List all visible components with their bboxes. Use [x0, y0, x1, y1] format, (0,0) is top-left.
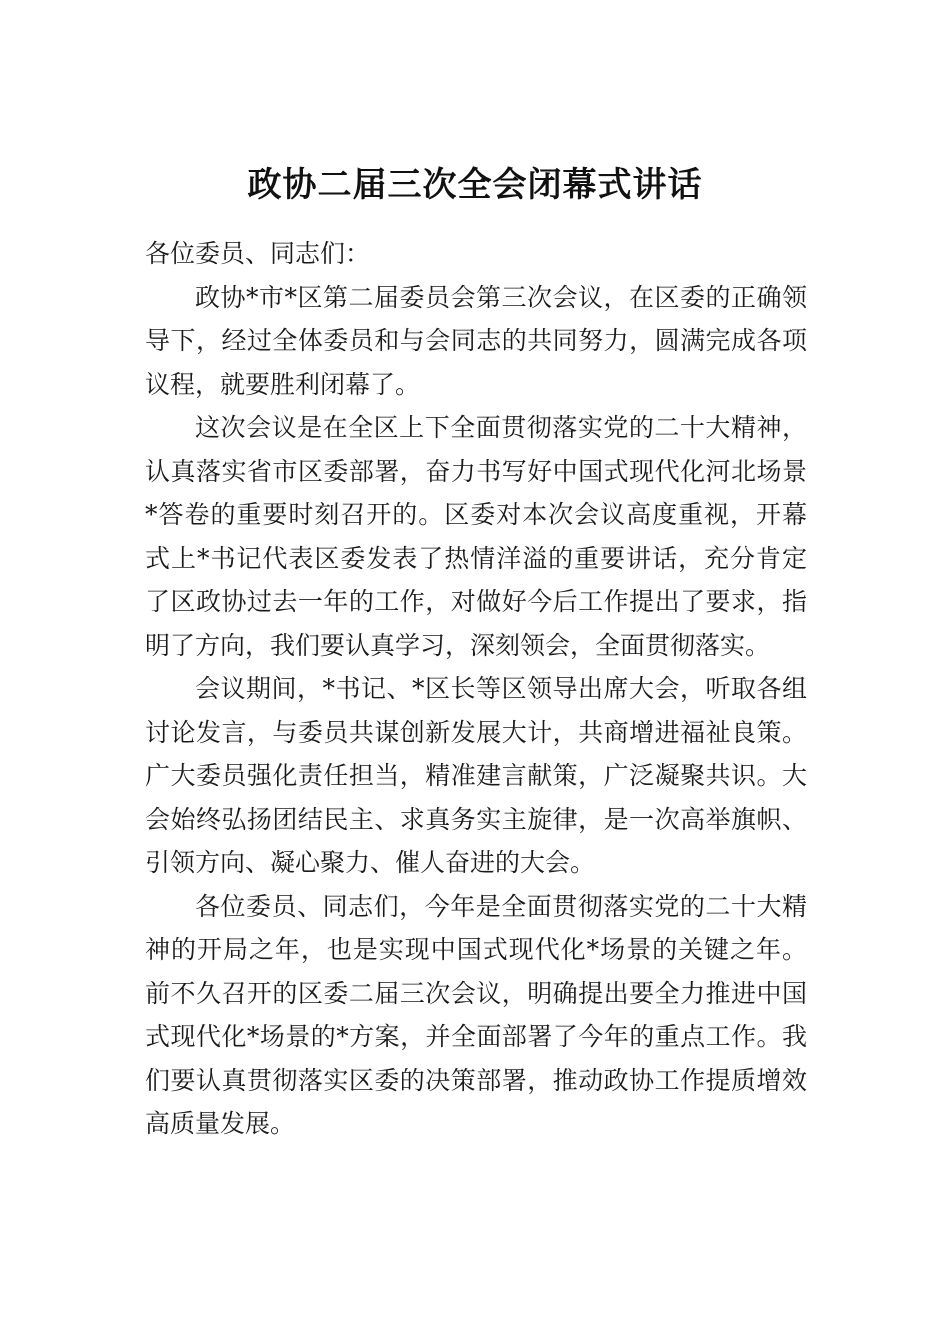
paragraph-1: 政协*市*区第二届委员会第三次会议，在区委的正确领导下，经过全体委员和与会同志的共同努力，圆满完成各项议程，就要胜利闭幕了。	[145, 282, 807, 399]
salutation: 各位委员、同志们：	[145, 239, 371, 268]
paragraph-2: 这次会议是在全区上下全面贯彻落实党的二十大精神，认真落实省市区委部署，奋力书写好中国式现代化河北场景*答卷的重要时刻召开的。区委对本次会议高度重视，开幕式上*书记代表区委发表了热情洋溢的重要讲话，充分肯定了区政协过去一年的工作，对做好今后工作提出了要求，指明了方向，我们要认真学习，深刻领会，全面贯彻落实。	[145, 413, 807, 660]
document-body	[145, 232, 807, 1146]
document-title: 政协二届三次全会闭幕式讲话	[247, 165, 703, 205]
paragraph-4: 各位委员、同志们，今年是全面贯彻落实党的二十大精神的开局之年，也是实现中国式现代化*场景的关键之年。前不久召开的区委二届三次会议，明确提出要全力推进中国式现代化*场景的*方案，并全面部署了今年的重点工作。我们要认真贯彻落实区委的决策部署，推动政协工作提质增效高质量发展。	[145, 891, 807, 1138]
paragraph-3: 会议期间，*书记、*区长等区领导出席大会，听取各组讨论发言，与委员共谋创新发展大计，共商增进福祉良策。广大委员强化责任担当，精准建言献策，广泛凝聚共识。大会始终弘扬团结民主、求真务实主旋律，是一次高举旗帜、引领方向、凝心聚力、催人奋进的大会。	[145, 674, 807, 877]
